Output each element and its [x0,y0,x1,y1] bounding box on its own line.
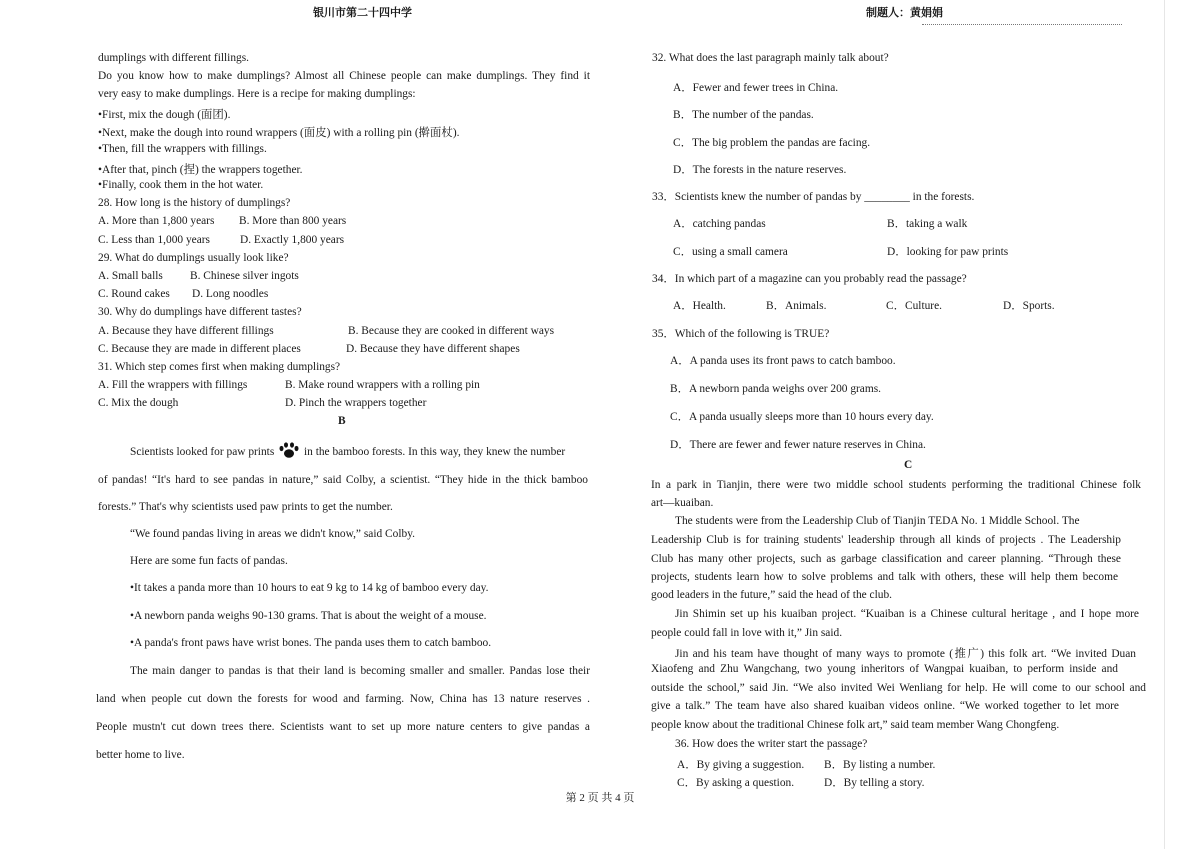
q30-option-a: A. Because they have different fillings [98,325,274,337]
q36-option-b: B．By listing a number. [824,759,936,771]
passage-b-line: land when people cut down the forests for wood and farming. Now, China has 13 nature reserves . [96,693,590,705]
recipe-step: •First, mix the dough (面团). [98,109,231,121]
passage-c-line: Jin Shimin set up his kuaiban project. “Kuaiban is a Chinese cultural heritage , and I hope more [675,608,1139,620]
passage-c-line: people know about the traditional Chinese folk art,” said team member Wang Chongfeng. [651,719,1060,731]
q33-option-c: C．using a small camera [673,246,788,258]
passage-c-line: people could fall in love with it,” Jin said. [651,627,843,639]
passage-b-line: Here are some fun facts of pandas. [130,555,288,567]
q34-option-a: A．Health. [673,300,726,312]
q32-option-c: C．The big problem the pandas are facing. [673,137,871,149]
q32-option-b: B．The number of the pandas. [673,109,814,121]
q35-option-d: D．There are fewer and fewer nature reserves in China. [670,439,926,451]
passage-c-line: give a talk.” The team have also shared kuaiban videos online. “We worked together to let more [651,700,1119,712]
q36-option-c: C．By asking a question. [677,777,795,789]
page-edge [1164,0,1165,849]
q35-option-a: A．A panda uses its front paws to catch bamboo. [670,355,896,367]
q36-option-d: D．By telling a story. [824,777,925,789]
passage-b-text: Scientists looked for paw prints [130,446,275,458]
passage-b-line: The main danger to pandas is that their land is becoming smaller and smaller. Pandas lose their [130,665,590,677]
panda-fact: •It takes a panda more than 10 hours to eat 9 kg to 14 kg of bamboo every day. [130,582,489,594]
passage-b-line: “We found pandas living in areas we didn't know,” said Colby. [130,528,415,540]
panda-fact: •A panda's front paws have wrist bones. The panda uses them to catch bamboo. [130,637,492,649]
recipe-line: dumplings with different fillings. [98,52,250,64]
recipe-step: •Finally, cook them in the hot water. [98,179,264,191]
question-33-stem: 33．Scientists knew the number of pandas by ________ in the forests. [652,191,975,203]
recipe-line: Do you know how to make dumplings? Almost all Chinese people can make dumplings. They find it [98,70,590,82]
passage-c-line: Club has many other projects, such as garbage classification and career planning. “Through these [651,553,1121,565]
passage-c-line: outside the school,” said Jin. “We also invited Wei Wenliang for help. He will come to our school and [651,682,1146,694]
page-number: 第 2 页 共 4 页 [565,792,635,804]
passage-c-line: In a park in Tianjin, there were two middle school students performing the traditional Chinese folk [651,479,1141,491]
q31-option-c: C. Mix the dough [98,397,179,409]
question-35-stem: 35．Which of the following is TRUE? [652,328,830,340]
passage-b-line: of pandas! “It's hard to see pandas in nature,” said Colby, a scientist. “They hide in the thick bamboo [98,474,588,486]
passage-c-line: good leaders in the future,” said the head of the club. [651,589,893,601]
passage-b-line [130,442,565,462]
question-30-stem: 30. Why do dumplings have different tastes? [98,306,302,318]
q29-option-a: A. Small balls [98,270,163,282]
passage-b-line: forests.” That's why scientists used paw prints to get the number. [98,501,393,513]
passage-c-line: Jin and his team have thought of many ways to promote (推广) this folk art. “We invited Duan [675,648,1136,660]
q33-option-b: B．taking a walk [887,218,968,230]
q32-option-d: D．The forests in the nature reserves. [673,164,847,176]
q34-option-b: B．Animals. [766,300,827,312]
passage-c-line: projects, students learn how to solve problems and talk with others, these will help them become [651,571,1118,583]
passage-c-line: Xiaofeng and Zhu Wangchang, two young inheritors of Wangpai kuaiban, to perform inside and [651,663,1118,675]
section-c-heading: C [904,459,913,471]
q29-option-c: C. Round cakes [98,288,170,300]
section-b-heading: B [338,415,346,427]
passage-b-line: People mustn't cut down trees there. Scientists want to set up more nature centers to give pandas a [96,721,590,733]
q31-option-a: A. Fill the wrappers with fillings [98,379,248,391]
q28-option-a: A. More than 1,800 years [98,215,215,227]
q30-option-d: D. Because they have different shapes [346,343,520,355]
q28-option-c: C. Less than 1,000 years [98,234,210,246]
question-32-stem: 32. What does the last paragraph mainly talk about? [652,52,889,64]
question-28-stem: 28. How long is the history of dumplings? [98,197,291,209]
q35-option-b: B．A newborn panda weighs over 200 grams. [670,383,882,395]
q33-option-a: A．catching pandas [673,218,766,230]
passage-b-text: in the bamboo forests. In this way, they knew the number [303,446,566,458]
q29-option-b: B. Chinese silver ingots [190,270,299,282]
panda-fact: •A newborn panda weighs 90-130 grams. That is about the weight of a mouse. [130,610,487,622]
q30-option-c: C. Because they are made in different places [98,343,301,355]
passage-c-line: art—kuaiban. [651,497,714,509]
header-rule [922,24,1122,25]
question-29-stem: 29. What do dumplings usually look like? [98,252,289,264]
q30-option-b: B. Because they are cooked in different ways [348,325,555,337]
q32-option-a: A．Fewer and fewer trees in China. [673,82,839,94]
q31-option-b: B. Make round wrappers with a rolling pin [285,379,480,391]
author-label: 制题人：黄娟娟 [866,7,943,19]
q29-option-d: D. Long noodles [192,288,269,300]
q28-option-b: B. More than 800 years [239,215,347,227]
q36-option-a: A．By giving a suggestion. [677,759,805,771]
passage-c-line: The students were from the Leadership Club of Tianjin TEDA No. 1 Middle School. The [675,515,1080,527]
passage-b-line: better home to live. [96,749,185,761]
q31-option-d: D. Pinch the wrappers together [285,397,427,409]
paw-print-icon [278,442,300,462]
recipe-step: •After that, pinch (捏) the wrappers together. [98,164,303,176]
q35-option-c: C．A panda usually sleeps more than 10 hours every day. [670,411,934,423]
q28-option-d: D. Exactly 1,800 years [240,234,345,246]
question-31-stem: 31. Which step comes first when making dumplings? [98,361,341,373]
recipe-step: •Then, fill the wrappers with fillings. [98,143,267,155]
q34-option-d: D．Sports. [1003,300,1055,312]
recipe-step: •Next, make the dough into round wrappers (面皮) with a rolling pin (擀面杖). [98,127,460,139]
question-36-stem: 36. How does the writer start the passage? [675,738,868,750]
passage-c-line: Leadership Club is for training students' leadership through all kinds of projects . The Leadership [651,534,1121,546]
question-34-stem: 34．In which part of a magazine can you probably read the passage? [652,273,967,285]
q33-option-d: D．looking for paw prints [887,246,1009,258]
recipe-line: very easy to make dumplings. Here is a recipe for making dumplings: [98,88,416,100]
q34-option-c: C．Culture. [886,300,943,312]
school-name: 银川市第二十四中学 [313,7,412,19]
